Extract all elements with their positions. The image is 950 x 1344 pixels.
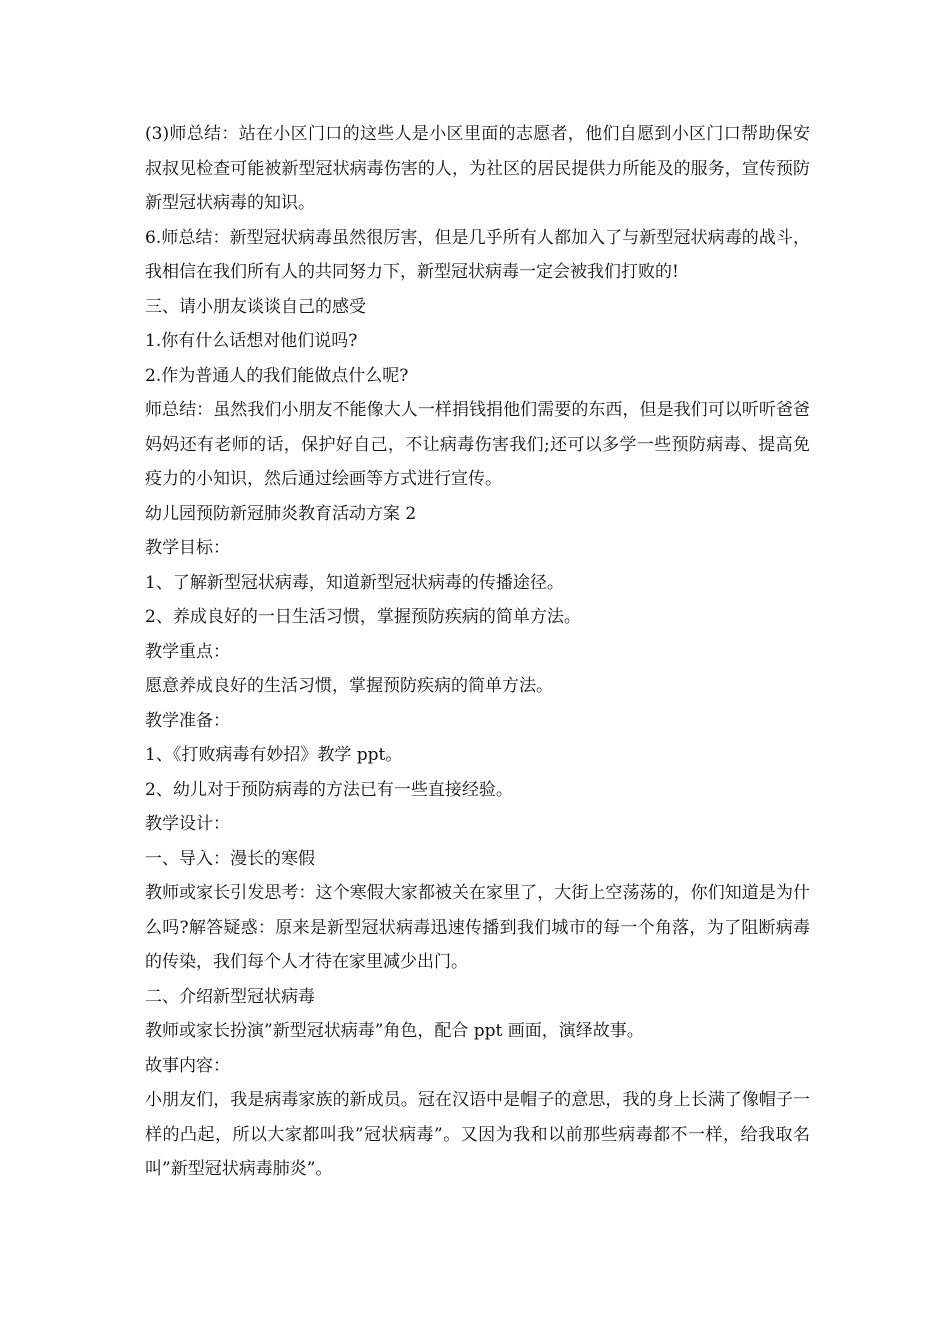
paragraph: (3)师总结：站在小区门口的这些人是小区里面的志愿者，他们自愿到小区门口帮助保安叔叔见检查可能被新型冠状病毒伤害的人，为社区的居民提供力所能及的服务，宣传预防新型冠状病毒的知识。 xyxy=(145,124,810,213)
list-item: 1.你有什么话想对他们说吗? xyxy=(145,331,358,351)
list-item: 2、养成良好的一日生活习惯，掌握预防疾病的简单方法。 xyxy=(145,607,581,627)
section-heading: 二、介绍新型冠状病毒 xyxy=(145,986,315,1007)
section-heading: 故事内容： xyxy=(145,1055,230,1076)
section-heading: 教学设计： xyxy=(145,814,230,834)
paragraph: 6.师总结：新型冠状病毒虽然很厉害，但是几乎所有人都加入了与新型冠状病毒的战斗，我相信在我们所有人的共同努力下，新型冠状病毒一定会被我们打败的! xyxy=(145,227,810,282)
section-heading: 一、导入：漫长的寒假 xyxy=(145,848,315,869)
paragraph: 愿意养成良好的生活习惯，掌握预防疾病的简单方法。 xyxy=(145,676,553,696)
paragraph: 教师或家长引发思考：这个寒假大家都被关在家里了，大街上空荡荡的，你们知道是为什么吗?解答疑惑：原来是新型冠状病毒迅速传播到我们城市的每一个角落，为了阻断病毒的传染，我们每个人才待在家里减少出门。 xyxy=(145,883,810,972)
list-item: 2、幼儿对于预防病毒的方法已有一些直接经验。 xyxy=(145,779,513,800)
paragraph: 师总结：虽然我们小朋友不能像大人一样捐钱捐他们需要的东西，但是我们可以听听爸爸妈妈还有老师的话，保护好自己，不让病毒伤害我们;还可以多学一些预防病毒、提高免疫力的小知识，然后通过绘画等方式进行宣传。 xyxy=(145,400,810,489)
section-heading: 三、请小朋友谈谈自己的感受 xyxy=(145,296,366,317)
paragraph: 小朋友们，我是病毒家族的新成员。冠在汉语中是帽子的意思，我的身上长满了像帽子一样的凸起，所以大家都叫我”冠状病毒”。又因为我和以前那些病毒都不一样，给我取名叫”新型冠状病毒肺炎”。 xyxy=(145,1090,810,1179)
section-heading: 教学目标： xyxy=(145,538,230,558)
document-title: 幼儿园预防新冠肺炎教育活动方案 2 xyxy=(145,503,417,524)
document-body xyxy=(145,117,810,1187)
list-item: 2.作为普通人的我们能做点什么呢? xyxy=(145,365,409,386)
section-heading: 教学准备： xyxy=(145,710,230,731)
list-item: 1、了解新型冠状病毒，知道新型冠状病毒的传播途径。 xyxy=(145,572,564,593)
paragraph: 教师或家长扮演”新型冠状病毒”角色，配合 ppt 画面，演绎故事。 xyxy=(145,1021,644,1041)
list-item: 1、《打败病毒有妙招》教学 ppt。 xyxy=(145,745,403,765)
section-heading: 教学重点： xyxy=(145,641,230,662)
